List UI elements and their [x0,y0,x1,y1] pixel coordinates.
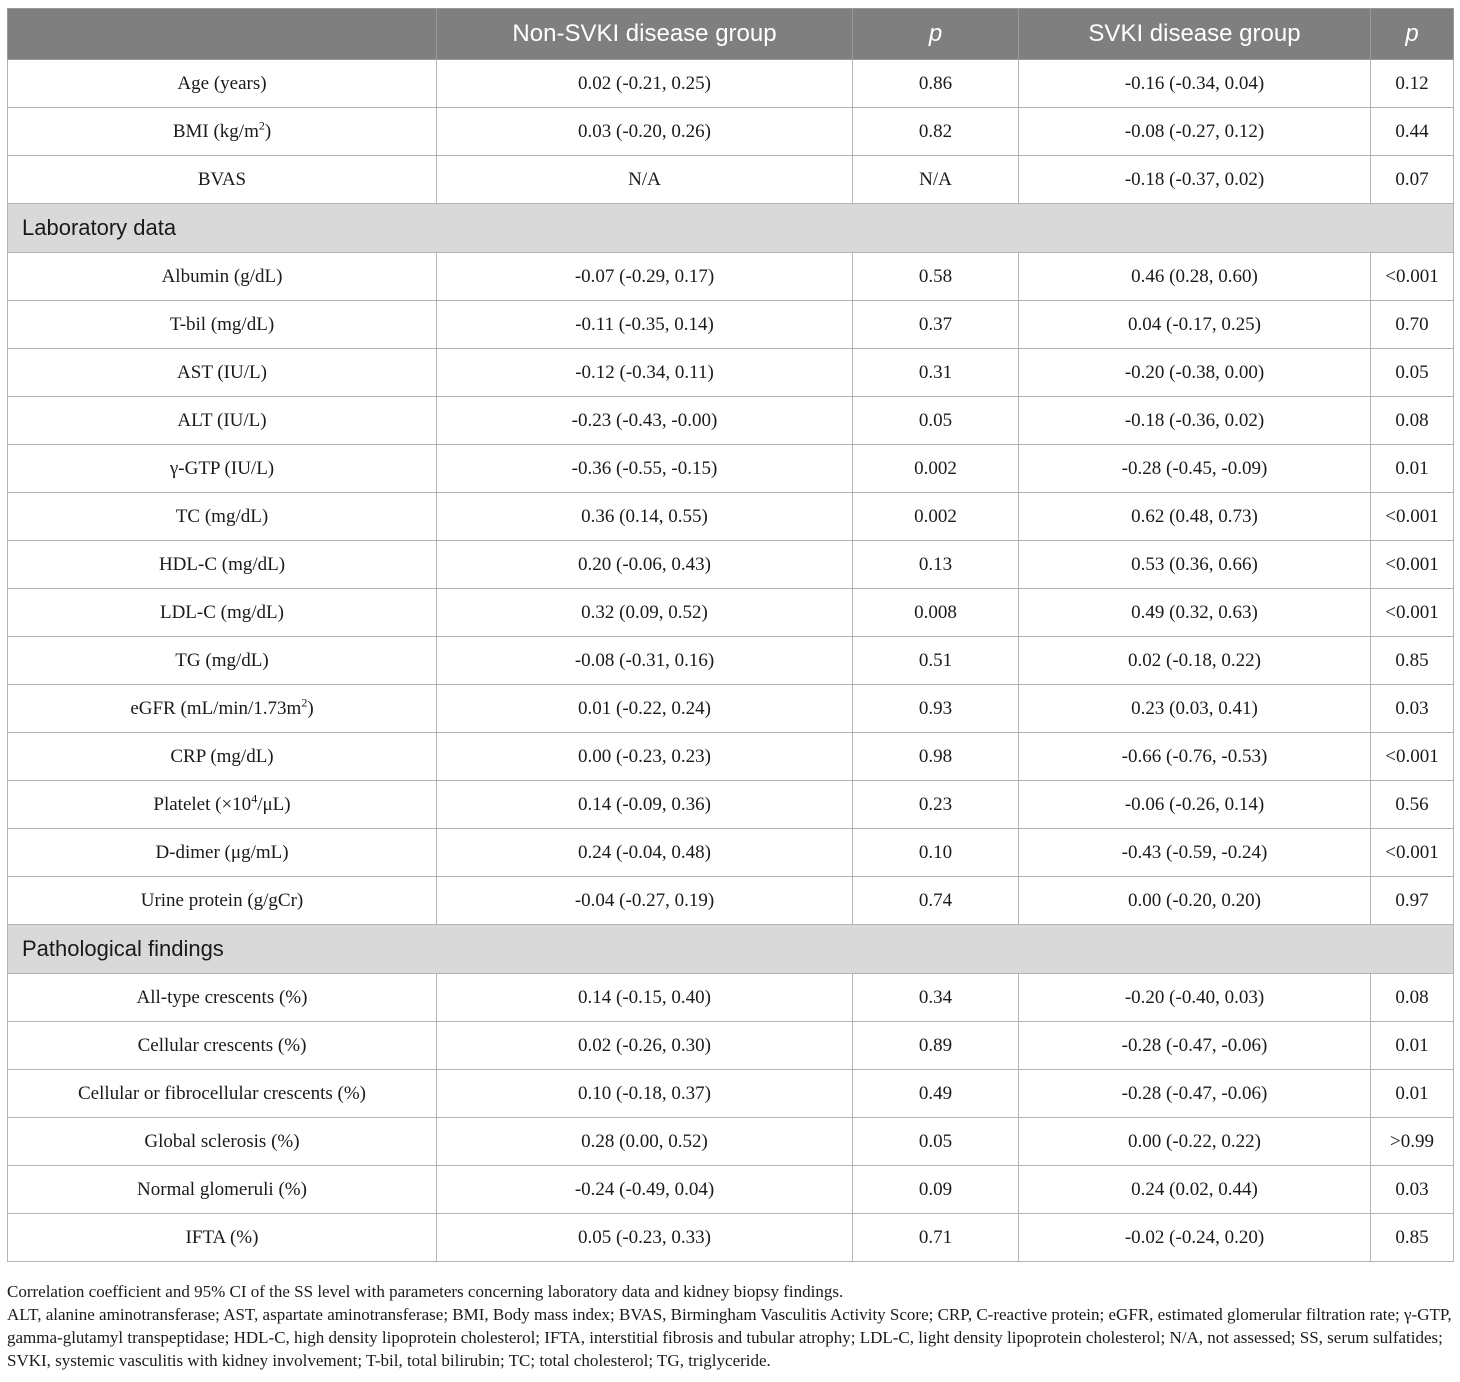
non-svki-p-value: 0.34 [853,974,1019,1022]
parameter-text: eGFR (mL/min/1.73m [130,697,302,719]
section-header-row [8,204,1454,253]
parameter-text: TG (mg/dL) [175,649,269,671]
parameter-label [8,1022,437,1070]
svki-p-value: <0.001 [1371,733,1454,781]
table-row [8,108,1454,156]
table-row [8,253,1454,301]
svki-p-value: <0.001 [1371,253,1454,301]
non-svki-value: 0.32 (0.09, 0.52) [437,589,853,637]
svki-p-value: 0.08 [1371,397,1454,445]
header-svki: SVKI disease group [1019,9,1371,60]
header-p-svki: p [1371,9,1454,60]
non-svki-p-value: 0.82 [853,108,1019,156]
table-row [8,733,1454,781]
non-svki-value: -0.11 (-0.35, 0.14) [437,301,853,349]
table-row [8,829,1454,877]
parameter-text-suffix: /μL) [257,793,291,815]
svki-value: -0.20 (-0.38, 0.00) [1019,349,1371,397]
svki-p-value: 0.56 [1371,781,1454,829]
svki-p-value: >0.99 [1371,1118,1454,1166]
parameter-text: IFTA (%) [185,1226,259,1248]
section-header-row [8,925,1454,974]
svki-p-value: 0.85 [1371,1214,1454,1262]
svki-p-value: 0.07 [1371,156,1454,204]
non-svki-p-value: 0.10 [853,829,1019,877]
svki-value: -0.28 (-0.47, -0.06) [1019,1070,1371,1118]
parameter-label [8,1214,437,1262]
non-svki-p-value: 0.86 [853,60,1019,108]
non-svki-value: 0.24 (-0.04, 0.48) [437,829,853,877]
parameter-label [8,397,437,445]
parameter-label [8,60,437,108]
table-row [8,637,1454,685]
parameter-label [8,781,437,829]
non-svki-p-value: 0.93 [853,685,1019,733]
section-label: Pathological findings [8,925,1454,974]
table-row [8,445,1454,493]
parameter-label [8,301,437,349]
parameter-label [8,445,437,493]
non-svki-p-value: 0.002 [853,445,1019,493]
parameter-label [8,156,437,204]
svki-value: 0.00 (-0.20, 0.20) [1019,877,1371,925]
parameter-text: BMI (kg/m [172,120,259,142]
parameter-text: BVAS [197,168,247,190]
non-svki-p-value: 0.37 [853,301,1019,349]
svki-value: -0.43 (-0.59, -0.24) [1019,829,1371,877]
table-row [8,685,1454,733]
parameter-label [8,108,437,156]
svki-value: 0.49 (0.32, 0.63) [1019,589,1371,637]
svki-value: 0.62 (0.48, 0.73) [1019,493,1371,541]
svki-value: -0.08 (-0.27, 0.12) [1019,108,1371,156]
parameter-label [8,541,437,589]
table-footnotes [7,1280,1453,1372]
parameter-text: ALT (IU/L) [177,409,267,431]
non-svki-value: -0.08 (-0.31, 0.16) [437,637,853,685]
non-svki-p-value: 0.58 [853,253,1019,301]
parameter-label [8,253,437,301]
parameter-label [8,637,437,685]
svki-p-value: 0.03 [1371,685,1454,733]
svki-p-value: 0.44 [1371,108,1454,156]
non-svki-value: -0.07 (-0.29, 0.17) [437,253,853,301]
non-svki-value: 0.10 (-0.18, 0.37) [437,1070,853,1118]
header-parameter [8,9,437,60]
non-svki-value: 0.36 (0.14, 0.55) [437,493,853,541]
non-svki-p-value: 0.13 [853,541,1019,589]
svki-value: -0.28 (-0.45, -0.09) [1019,445,1371,493]
parameter-label [8,829,437,877]
parameter-label [8,1070,437,1118]
table-row [8,541,1454,589]
svki-p-value: 0.03 [1371,1166,1454,1214]
svki-value: 0.00 (-0.22, 0.22) [1019,1118,1371,1166]
non-svki-p-value: 0.51 [853,637,1019,685]
non-svki-p-value: 0.05 [853,397,1019,445]
non-svki-value: -0.12 (-0.34, 0.11) [437,349,853,397]
svki-value: -0.66 (-0.76, -0.53) [1019,733,1371,781]
svki-value: 0.02 (-0.18, 0.22) [1019,637,1371,685]
non-svki-value: 0.01 (-0.22, 0.24) [437,685,853,733]
parameter-text: Cellular or fibrocellular crescents (%) [77,1082,367,1104]
header-p-non-svki: p [853,9,1019,60]
non-svki-p-value: 0.002 [853,493,1019,541]
parameter-text: Urine protein (g/gCr) [140,889,304,911]
svki-value: -0.18 (-0.36, 0.02) [1019,397,1371,445]
table-row [8,397,1454,445]
parameter-text: Platelet (×10 [153,793,252,815]
non-svki-value: 0.28 (0.00, 0.52) [437,1118,853,1166]
non-svki-value: 0.02 (-0.26, 0.30) [437,1022,853,1070]
parameter-text: Cellular crescents (%) [137,1034,307,1056]
table-row [8,301,1454,349]
parameter-text: All-type crescents (%) [136,986,308,1008]
parameter-text: Normal glomeruli (%) [137,1178,307,1200]
non-svki-value: 0.14 (-0.15, 0.40) [437,974,853,1022]
table-row [8,493,1454,541]
non-svki-value: 0.02 (-0.21, 0.25) [437,60,853,108]
table-row [8,974,1454,1022]
abbreviation-list: ALT, alanine aminotransferase; AST, aspartate aminotransferase; BMI, Body mass index; BVAS, Birmingham Vasculitis Activity Score; CRP, C-reactive protein; eGFR, estimated glomerular filtration rate; γ-GTP, gamma-glutamyl transpeptidase; HDL-C, high density lipoprotein cholesterol; IFTA, interstitial fibrosis and tubular atrophy; LDL-C, light density lipoprotein cholesterol; N/A, not assessed; SS, serum sulfatides; SVKI, systemic vasculitis with kidney involvement; T-bil, total bilirubin; TC; total cholesterol; TG, triglyceride. [7,1305,1452,1370]
parameter-text: Albumin (g/dL) [161,265,283,287]
parameter-label [8,685,437,733]
table-caption: Correlation coefficient and 95% CI of the SS level with parameters concerning laboratory data and kidney biopsy findings. [7,1282,844,1301]
svki-p-value: 0.01 [1371,1070,1454,1118]
svki-p-value: 0.08 [1371,974,1454,1022]
non-svki-p-value: 0.09 [853,1166,1019,1214]
parameter-text: LDL-C (mg/dL) [159,601,284,623]
table-body [8,60,1454,1262]
parameter-label [8,349,437,397]
parameter-text-suffix: ) [264,120,272,142]
non-svki-value: -0.04 (-0.27, 0.19) [437,877,853,925]
svki-p-value: <0.001 [1371,589,1454,637]
non-svki-value: N/A [437,156,853,204]
svki-p-value: 0.70 [1371,301,1454,349]
parameter-text-suffix: ) [307,697,314,719]
svki-value: 0.53 (0.36, 0.66) [1019,541,1371,589]
parameter-text: AST (IU/L) [177,361,267,383]
svki-p-value: 0.85 [1371,637,1454,685]
svki-value: -0.28 (-0.47, -0.06) [1019,1022,1371,1070]
svki-value: 0.46 (0.28, 0.60) [1019,253,1371,301]
parameter-label [8,974,437,1022]
parameter-superscript: 2 [301,695,308,710]
svki-value: -0.18 (-0.37, 0.02) [1019,156,1371,204]
non-svki-p-value: 0.98 [853,733,1019,781]
non-svki-value: 0.20 (-0.06, 0.43) [437,541,853,589]
svki-value: -0.16 (-0.34, 0.04) [1019,60,1371,108]
svki-p-value: 0.12 [1371,60,1454,108]
parameter-label [8,1166,437,1214]
non-svki-p-value: 0.23 [853,781,1019,829]
parameter-superscript: 4 [251,791,258,806]
non-svki-value: -0.24 (-0.49, 0.04) [437,1166,853,1214]
non-svki-value: 0.14 (-0.09, 0.36) [437,781,853,829]
non-svki-p-value: 0.05 [853,1118,1019,1166]
parameter-label [8,1118,437,1166]
parameter-text: TC (mg/dL) [175,505,269,527]
parameter-label [8,493,437,541]
svki-value: 0.04 (-0.17, 0.25) [1019,301,1371,349]
table-row [8,781,1454,829]
results-table-container [7,8,1453,1262]
table-row [8,156,1454,204]
section-label: Laboratory data [8,204,1454,253]
table-row [8,877,1454,925]
table-row [8,1022,1454,1070]
non-svki-p-value: N/A [853,156,1019,204]
parameter-label [8,877,437,925]
non-svki-value: 0.00 (-0.23, 0.23) [437,733,853,781]
table-row [8,1118,1454,1166]
non-svki-p-value: 0.31 [853,349,1019,397]
table-row [8,1070,1454,1118]
parameter-label [8,733,437,781]
non-svki-value: 0.03 (-0.20, 0.26) [437,108,853,156]
parameter-text: D-dimer (μg/mL) [155,841,289,863]
table-row [8,589,1454,637]
table-row [8,1166,1454,1214]
parameter-label [8,589,437,637]
non-svki-p-value: 0.008 [853,589,1019,637]
svki-value: -0.20 (-0.40, 0.03) [1019,974,1371,1022]
table-row [8,60,1454,108]
correlation-table [7,8,1454,1262]
svki-value: -0.02 (-0.24, 0.20) [1019,1214,1371,1262]
table-row [8,1214,1454,1262]
non-svki-p-value: 0.74 [853,877,1019,925]
svki-value: 0.23 (0.03, 0.41) [1019,685,1371,733]
parameter-text: CRP (mg/dL) [170,745,274,767]
svki-p-value: 0.97 [1371,877,1454,925]
svki-p-value: 0.01 [1371,445,1454,493]
parameter-text: HDL-C (mg/dL) [158,553,286,575]
header-non-svki: Non-SVKI disease group [437,9,853,60]
svki-p-value: 0.01 [1371,1022,1454,1070]
svki-p-value: 0.05 [1371,349,1454,397]
non-svki-value: -0.23 (-0.43, -0.00) [437,397,853,445]
header-row [8,9,1454,60]
non-svki-p-value: 0.49 [853,1070,1019,1118]
svki-value: 0.24 (0.02, 0.44) [1019,1166,1371,1214]
non-svki-p-value: 0.89 [853,1022,1019,1070]
parameter-superscript: 2 [258,118,265,133]
table-row [8,349,1454,397]
parameter-text: T-bil (mg/dL) [169,313,275,335]
svki-p-value: <0.001 [1371,829,1454,877]
parameter-text: γ-GTP (IU/L) [169,457,275,479]
non-svki-value: -0.36 (-0.55, -0.15) [437,445,853,493]
parameter-text: Global sclerosis (%) [144,1130,300,1152]
parameter-text: Age (years) [177,72,267,94]
svki-value: -0.06 (-0.26, 0.14) [1019,781,1371,829]
svki-p-value: <0.001 [1371,493,1454,541]
svki-p-value: <0.001 [1371,541,1454,589]
non-svki-p-value: 0.71 [853,1214,1019,1262]
non-svki-value: 0.05 (-0.23, 0.33) [437,1214,853,1262]
